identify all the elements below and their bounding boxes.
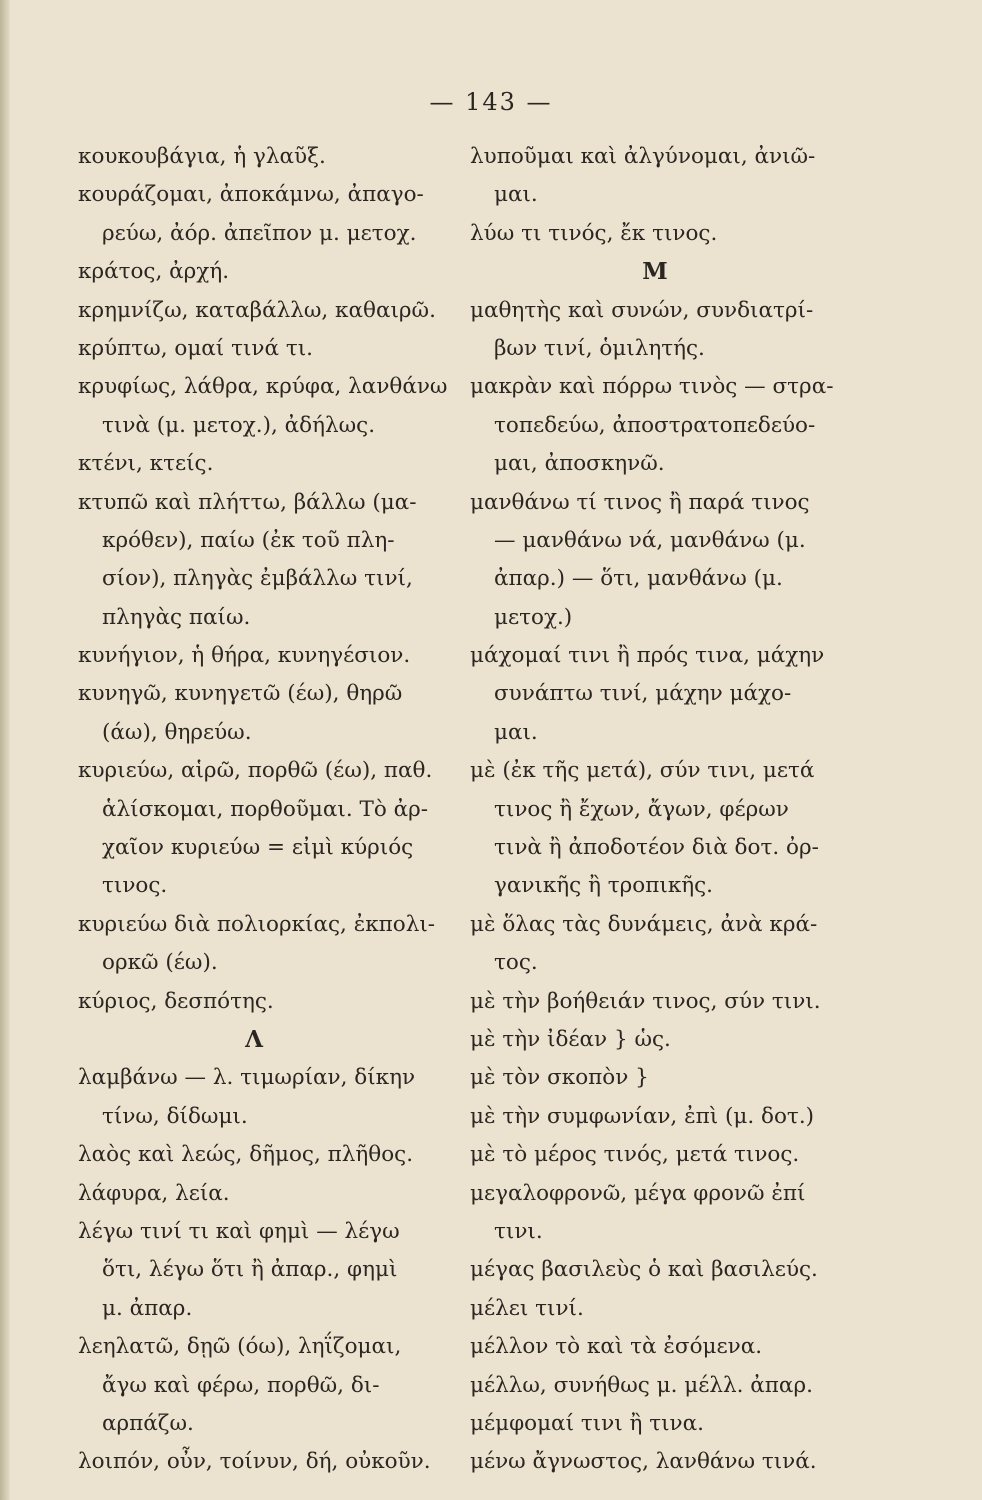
dictionary-line: κρυφίως, λάθρα, κρύφα, λανθάνω bbox=[78, 374, 448, 400]
dictionary-line: κυνήγιον, ἡ θήρα, κυνηγέσιον. bbox=[78, 643, 411, 669]
dictionary-line: τινὰ (μ. μετοχ.), ἀδήλως. bbox=[102, 412, 376, 438]
dictionary-line: μέλλω, συνήθως μ. μέλλ. ἀπαρ. bbox=[470, 1372, 813, 1398]
dictionary-line: μέγας βασιλεὺς ὁ καὶ βασιλεύς. bbox=[470, 1257, 818, 1283]
dictionary-line: μὲ τὸν σκοπὸν } bbox=[470, 1065, 649, 1091]
dictionary-line: λαμβάνω — λ. τιμωρίαν, δίκην bbox=[78, 1065, 416, 1091]
dictionary-line: χαῖον κυριεύω = εἰμὶ κύριός bbox=[102, 835, 414, 861]
dictionary-line: μεγαλοφρονῶ, μέγα φρονῶ ἐπί bbox=[470, 1180, 806, 1206]
dictionary-line: μαθητὴς καὶ συνών, συνδιατρί- bbox=[470, 297, 814, 323]
dictionary-line: λύω τι τινός, ἔκ τινος. bbox=[470, 220, 718, 246]
dictionary-line: τινος ἢ ἔχων, ἄγων, φέρων bbox=[494, 796, 789, 822]
dictionary-line: τινος. bbox=[102, 873, 168, 899]
dictionary-line: κρόθεν), παίω (ἐκ τοῦ πλη- bbox=[102, 527, 395, 553]
dictionary-line: λυποῦμαι καὶ ἀλγύνομαι, ἀνιῶ- bbox=[470, 144, 816, 169]
dictionary-line: μὲ τὴν συμφωνίαν, ἐπὶ (μ. δοτ.) bbox=[470, 1103, 815, 1129]
page-edge bbox=[0, 0, 10, 1500]
dictionary-line: λάφυρα, λεία. bbox=[78, 1180, 230, 1206]
dictionary-line: αρπάζω. bbox=[102, 1410, 194, 1436]
dictionary-line: κτυπῶ καὶ πλήττω, βάλλω (μα- bbox=[78, 489, 417, 515]
dictionary-line: κτένι, κτείς. bbox=[78, 451, 214, 477]
dictionary-line: ορκῶ (έω). bbox=[102, 950, 218, 976]
right-column bbox=[470, 138, 840, 1482]
dictionary-line: λέγω τινί τι καὶ φημὶ — λέγω bbox=[78, 1218, 400, 1244]
dictionary-line: τοπεδεύω, ἀποστρατοπεδεύο- bbox=[494, 412, 816, 438]
dictionary-line: κράτος, ἀρχή. bbox=[78, 259, 230, 285]
dictionary-line: μέλλον τὸ καὶ τὰ ἐσόμενα. bbox=[470, 1334, 763, 1360]
dictionary-line: μαι. bbox=[494, 719, 538, 745]
dictionary-line: μανθάνω τί τινος ἢ παρά τινος bbox=[470, 489, 810, 515]
dictionary-line: λοιπόν, οὖν, τοίνυν, δή, οὐκοῦν. bbox=[78, 1449, 431, 1475]
dictionary-line: μένω ἄγνωστος, λανθάνω τινά. bbox=[470, 1449, 817, 1475]
section-letter: Λ bbox=[245, 1025, 263, 1053]
dictionary-line: βων τινί, ὁμιλητής. bbox=[494, 335, 705, 361]
dictionary-line: λεηλατῶ, δῃῶ (όω), ληΐζομαι, bbox=[78, 1334, 402, 1360]
dictionary-line: (άω), θηρεύω. bbox=[102, 719, 252, 745]
dictionary-line: σίον), πληγὰς ἐμβάλλω τινί, bbox=[102, 566, 413, 592]
dictionary-line: πληγὰς παίω. bbox=[102, 604, 251, 630]
dictionary-line: μαι, ἀποσκηνῶ. bbox=[494, 451, 665, 477]
dictionary-line: μακρὰν καὶ πόρρω τινὸς — στρα- bbox=[470, 374, 834, 400]
dictionary-line: μὲ τὸ μέρος τινός, μετά τινος. bbox=[470, 1142, 800, 1168]
dictionary-line: τινὰ ἢ ἀποδοτέον διὰ δοτ. ὀρ- bbox=[494, 835, 819, 861]
dictionary-line: ἁλίσκομαι, πορθοῦμαι. Τὸ ἀρ- bbox=[102, 796, 429, 822]
dictionary-line: κυνηγῶ, κυνηγετῶ (έω), θηρῶ bbox=[78, 681, 403, 707]
dictionary-line: κουράζομαι, ἀποκάμνω, ἀπαγο- bbox=[78, 182, 424, 208]
dictionary-line: κυριεύω διὰ πολιορκίας, ἐκπολι- bbox=[78, 911, 436, 937]
dictionary-line: γανικῆς ἢ τροπικῆς. bbox=[494, 873, 714, 899]
dictionary-line: ὅτι, λέγω ὅτι ἢ ἀπαρ., φημὶ bbox=[102, 1257, 398, 1283]
dictionary-line: — μανθάνω νά, μανθάνω (μ. bbox=[494, 527, 806, 553]
page-number: — 143 — bbox=[429, 88, 553, 116]
dictionary-line: μέμφομαί τινι ἢ τινα. bbox=[470, 1410, 704, 1436]
dictionary-line: μετοχ.) bbox=[494, 604, 573, 630]
dictionary-line: τος. bbox=[494, 950, 538, 976]
dictionary-line: μὲ (ἐκ τῆς μετά), σύν τινι, μετά bbox=[470, 758, 815, 784]
dictionary-line: κυριεύω, αἱρῶ, πορθῶ (έω), παθ. bbox=[78, 758, 433, 784]
dictionary-line: συνάπτω τινί, μάχην μάχο- bbox=[494, 681, 792, 707]
left-column bbox=[78, 138, 450, 1482]
dictionary-line: μ. ἀπαρ. bbox=[102, 1295, 193, 1321]
dictionary-line: κρύπτω, ομαί τινά τι. bbox=[78, 335, 313, 361]
dictionary-line: λαὸς καὶ λεώς, δῆμος, πλῆθος. bbox=[78, 1142, 414, 1168]
dictionary-line: μὲ τὴν ἰδέαν } ὡς. bbox=[470, 1026, 671, 1052]
dictionary-line: μὲ τὴν βοήθειάν τινος, σύν τινι. bbox=[470, 988, 821, 1014]
dictionary-line: ρεύω, ἀόρ. ἀπεῖπον μ. μετοχ. bbox=[102, 220, 417, 246]
dictionary-line: μαι. bbox=[494, 182, 538, 208]
dictionary-line: ἀπαρ.) — ὅτι, μανθάνω (μ. bbox=[494, 566, 783, 592]
section-letter: Μ bbox=[642, 258, 668, 286]
dictionary-line: μέλει τινί. bbox=[470, 1295, 584, 1321]
dictionary-line: ἄγω καὶ φέρω, πορθῶ, δι- bbox=[102, 1372, 380, 1398]
dictionary-line: μὲ ὅλας τὰς δυνάμεις, ἀνὰ κρά- bbox=[470, 911, 818, 937]
dictionary-line: τίνω, δίδωμι. bbox=[102, 1103, 248, 1129]
dictionary-line: κρημνίζω, καταβάλλω, καθαιρῶ. bbox=[78, 297, 436, 323]
dictionary-line: τινι. bbox=[494, 1218, 543, 1244]
dictionary-line: μάχομαί τινι ἢ πρός τινα, μάχην bbox=[470, 643, 825, 669]
dictionary-line: κουκουβάγια, ἡ γλαῦξ. bbox=[78, 144, 326, 169]
dictionary-line: κύριος, δεσπότης. bbox=[78, 988, 274, 1014]
